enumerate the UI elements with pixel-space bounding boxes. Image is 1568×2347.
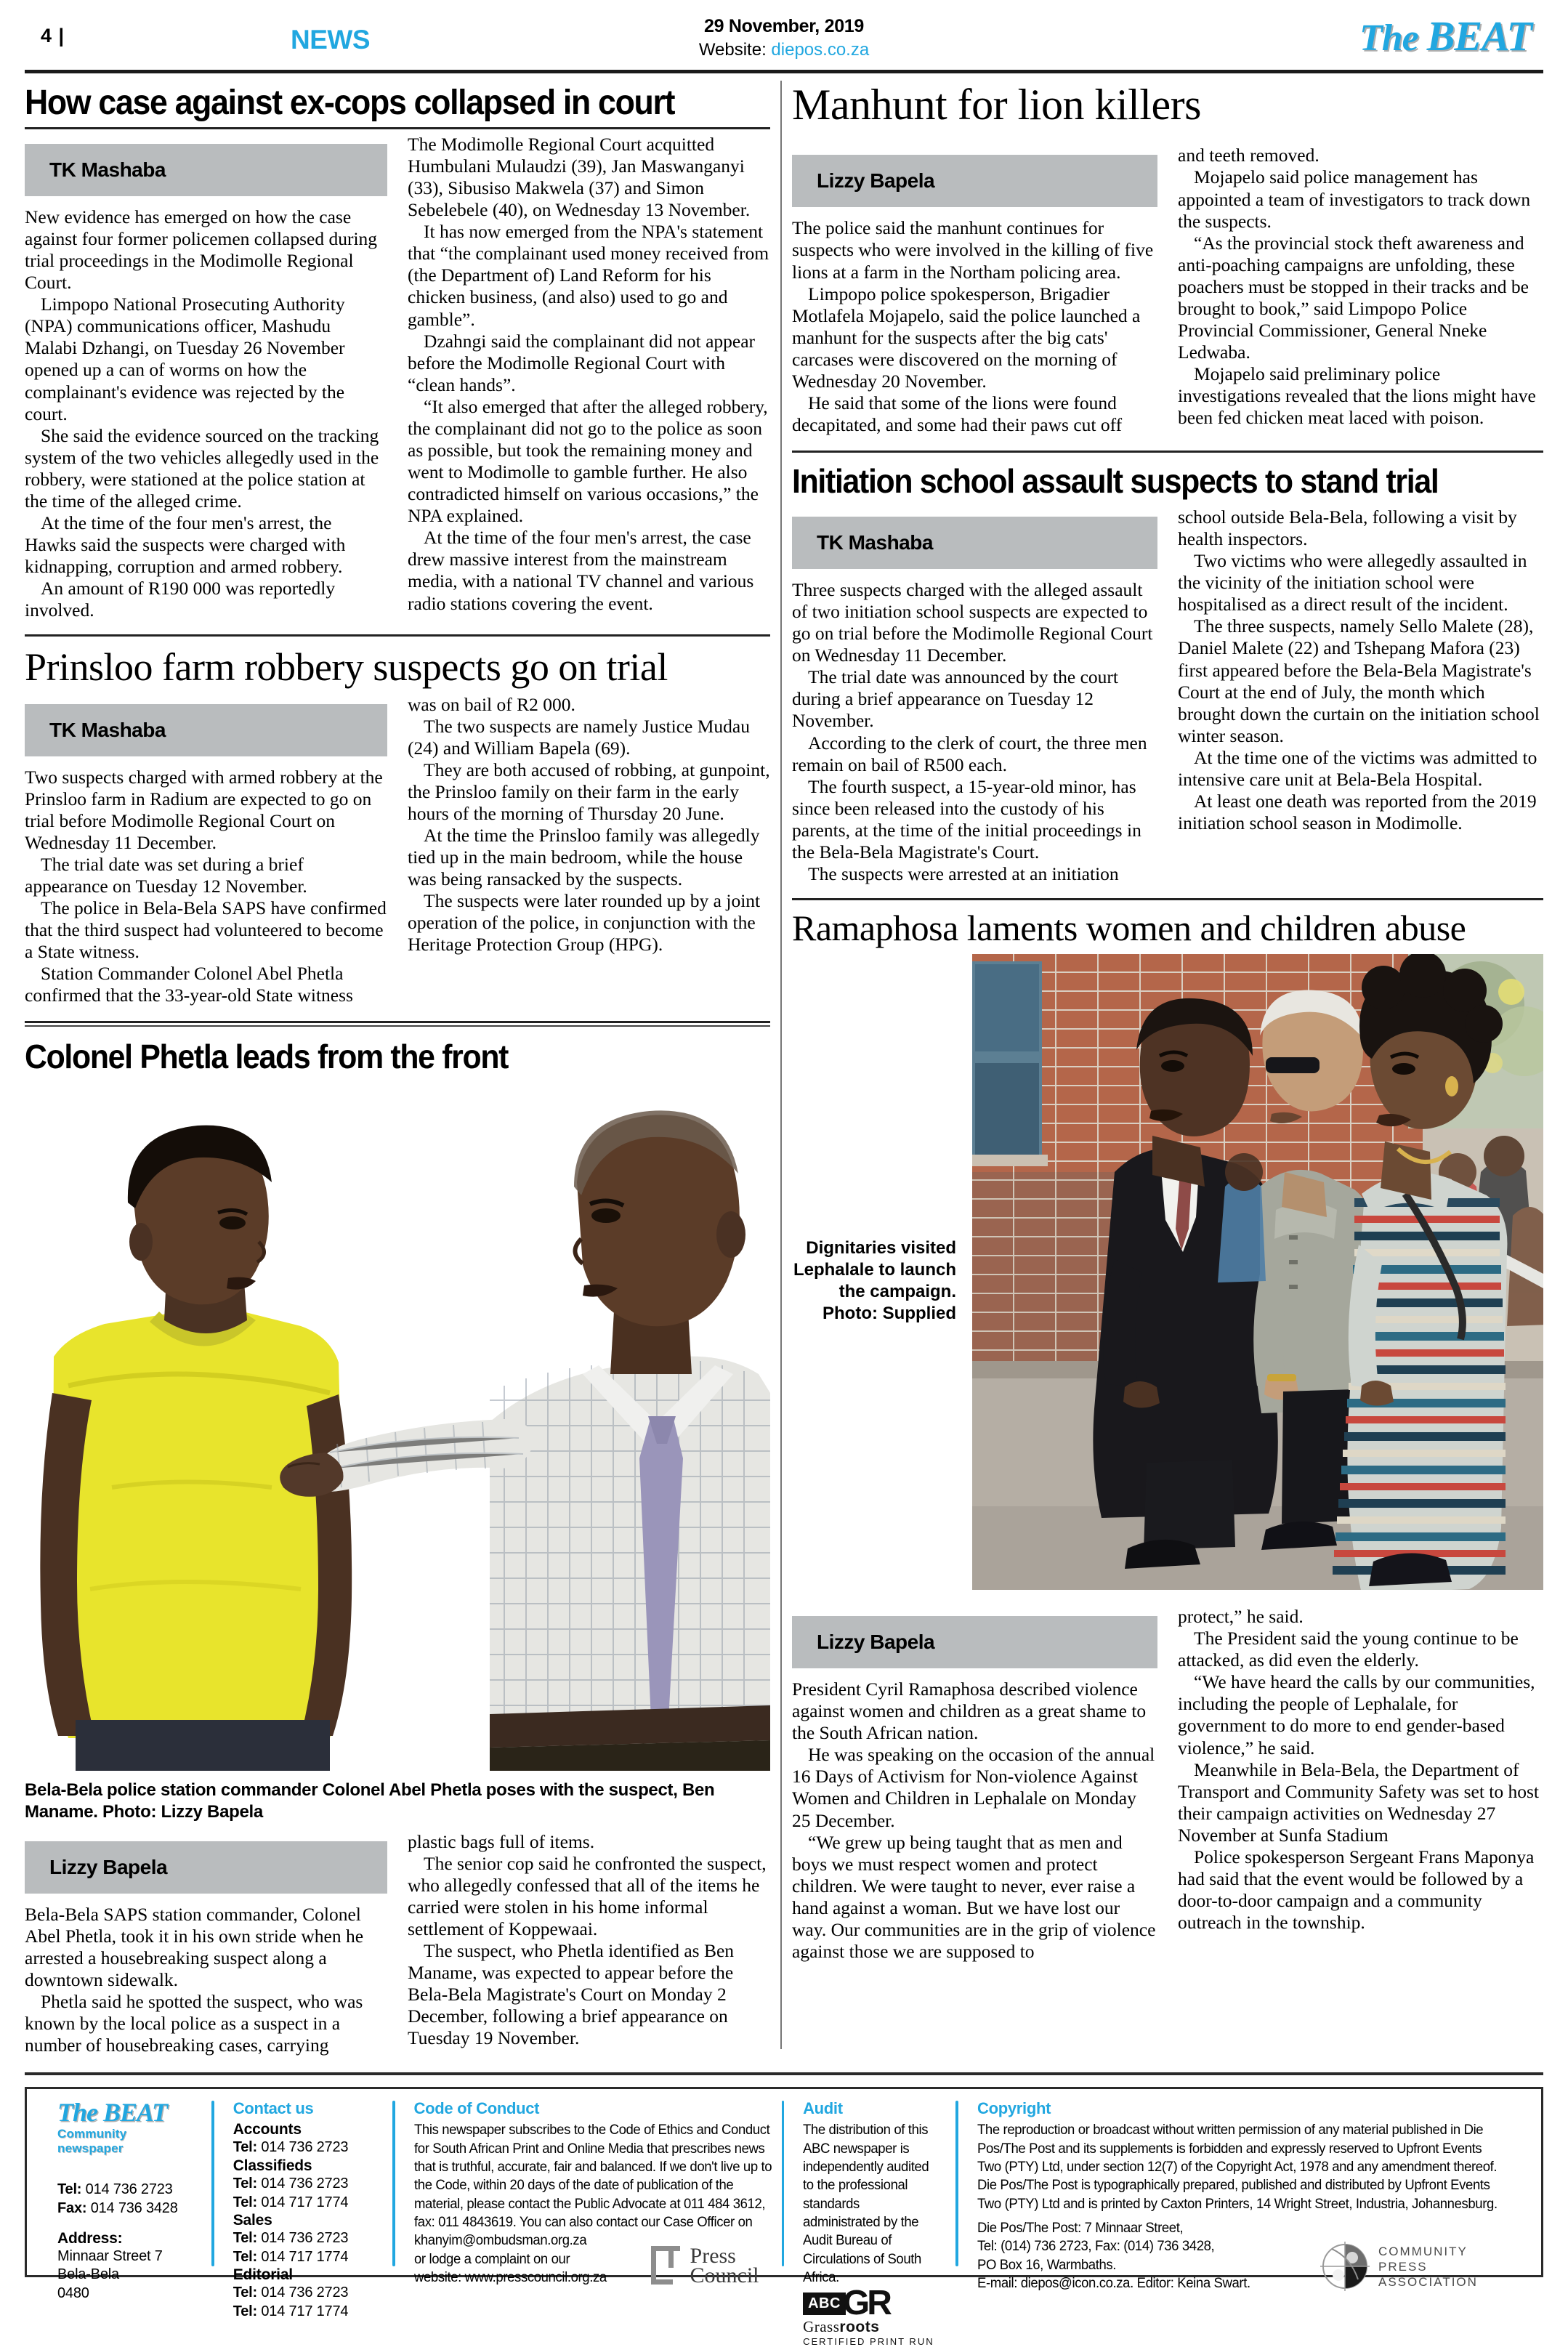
grassroots-subtitle: CERTIFIED PRINT RUN bbox=[803, 2335, 934, 2347]
right-column bbox=[792, 73, 1543, 2056]
grassroots-word2: roots bbox=[839, 2318, 880, 2335]
footer-code-of-conduct bbox=[403, 2099, 775, 2288]
article-paragraph: was on bail of R2 000. bbox=[408, 693, 575, 715]
article-ramaphosa-col2 bbox=[1178, 1606, 1543, 1963]
article-lions-col1 bbox=[792, 145, 1157, 436]
footer-contact-group-name: Classifieds bbox=[233, 2157, 312, 2174]
footer-contact-value: 014 736 2723 bbox=[261, 2230, 349, 2247]
article-initiation-col1 bbox=[792, 506, 1157, 885]
footer-address-label: Address: bbox=[57, 2229, 123, 2247]
footer-contact-label: Tel: bbox=[233, 2285, 262, 2301]
footer-contact-line bbox=[233, 2303, 373, 2322]
page-body bbox=[0, 73, 1568, 2056]
article-paragraph: It has now emerged from the NPA's statement that “the complainant used money received from (the Department of) Land Reform for his chicken business, (and also) used to go and gamble”. bbox=[408, 221, 769, 330]
footer-audit-body: The distribution of this ABC newspaper is independently audited to the professional standards administrated by the Audit Bureau of Circulations of South Africa. bbox=[803, 2122, 929, 2286]
press-council-line2: Council bbox=[690, 2263, 759, 2288]
cpa-wordmark bbox=[1378, 2244, 1478, 2290]
article-prinsloo-col2 bbox=[408, 694, 770, 1007]
article-paragraph: New evidence has emerged on how the case against four former policemen collapsed during trial proceedings in the Modimolle Regional Court. bbox=[25, 206, 378, 294]
article-paragraph: Police spokesperson Sergeant Frans Maponya had said that the event would be followed by a door-to-door campaign and a community outreach in the township. bbox=[1178, 1846, 1535, 1934]
footer-logo-beat: BEAT bbox=[103, 2098, 168, 2128]
footer-contact-line bbox=[233, 2284, 373, 2303]
article-paragraph: The police said the manhunt continues for suspects who were involved in the killing of five lions at a farm in the Northam policing area. bbox=[792, 217, 1154, 283]
footer-contact-label: Tel: bbox=[233, 2175, 262, 2192]
paras bbox=[408, 694, 770, 956]
paras bbox=[408, 134, 770, 615]
grassroots-wordmark bbox=[803, 2318, 937, 2336]
footer-contact-line bbox=[233, 2229, 373, 2248]
footer-contact-groups bbox=[233, 2121, 373, 2321]
article-excops-col2 bbox=[408, 134, 770, 621]
byline-name: TK Mashaba bbox=[49, 158, 166, 181]
footer-line: Tel: (014) 736 2723, Fax: (014) 736 3428, bbox=[977, 2238, 1215, 2255]
byline-name: Lizzy Bapela bbox=[817, 1631, 935, 1654]
byline-box bbox=[792, 155, 1157, 207]
footer-audit bbox=[791, 2099, 948, 2347]
footer-contact-group-name: Accounts bbox=[233, 2121, 302, 2138]
article-paragraph: At the time of the four men's arrest, the Hawks said the suspects were charged with kidnapping, corruption and armed robbery. bbox=[25, 512, 346, 578]
grassroots-word1: Grass bbox=[803, 2317, 840, 2335]
footer-tagline: Community newspaper bbox=[57, 2127, 127, 2156]
byline-name: Lizzy Bapela bbox=[49, 1855, 168, 1878]
article-paragraph: Two victims who were allegedly assaulted in the vicinity of the initiation school were hospitalised as a direct result of the incident. bbox=[1178, 550, 1527, 615]
article-paragraph: At the time of the four men's arrest, the case drew massive interest from the mainstream media, with a national TV channel and various radio stations covering the event. bbox=[408, 527, 754, 614]
article-phetla-col2 bbox=[408, 1831, 770, 2057]
footer-copyright-lines bbox=[977, 2219, 1302, 2293]
article-paragraph: Meanwhile in Bela-Bela, the Department of Transport and Community Safety was set to host their campaign activities on Wednesday 27 November at Sunfa Stadium bbox=[1178, 1758, 1540, 1846]
footer-contact-line bbox=[233, 2248, 373, 2267]
publication-date: 29 November, 2019 bbox=[703, 16, 865, 36]
article-phetla bbox=[25, 1040, 770, 2056]
article-initiation-headline: Initiation school assault suspects to stand trial bbox=[792, 462, 1439, 501]
paras bbox=[792, 217, 1157, 436]
footer-contact-label: Tel: bbox=[57, 2181, 86, 2198]
footer-brand bbox=[27, 2098, 204, 2301]
divider bbox=[792, 451, 1543, 453]
footer-contact bbox=[222, 2099, 385, 2319]
press-council-wordmark bbox=[690, 2243, 759, 2288]
divider bbox=[25, 127, 770, 129]
paras bbox=[25, 206, 387, 621]
footer-contact-group-name: Sales bbox=[233, 2212, 272, 2229]
article-paragraph: At least one death was reported from the 2019 initiation school season in Modimolle. bbox=[1178, 791, 1537, 834]
article-paragraph: Dzahngi said the complainant did not appear before the Modimolle Regional Court with “clean hands”. bbox=[408, 330, 756, 395]
footer-contact-value: 014 717 1774 bbox=[261, 2248, 349, 2265]
article-excops bbox=[25, 85, 770, 621]
article-paragraph: “We grew up being taught that as men and boys we must respect women and protect children. We were taught to never, ever raise a hand against a woman. But we have lost our way. Our communities are in the grip of violence against those we are supposed to bbox=[792, 1831, 1156, 1963]
article-paragraph: The trial date was announced by the court during a brief appearance on Tuesday 12 November. bbox=[792, 666, 1118, 732]
phetla-photo-caption: Bela-Bela police station commander Colonel Abel Phetla poses with the suspect, Ben Maname. Photo: Lizzy Bapela bbox=[25, 1780, 715, 1822]
article-paragraph: According to the clerk of court, the three men remain on bail of R500 each. bbox=[792, 732, 1147, 775]
cpa-logo bbox=[1319, 2240, 1478, 2293]
website-url[interactable]: diepos.co.za bbox=[771, 40, 870, 60]
article-prinsloo-headline: Prinsloo farm robbery suspects go on trial bbox=[25, 645, 668, 690]
article-phetla-col1 bbox=[25, 1831, 387, 2057]
masthead-center bbox=[699, 16, 869, 60]
article-paragraph: The Modimolle Regional Court acquitted Humbulani Mulaudzi (39), Jan Maswanganyi (33), Sibusiso Makwela (37) and Simon Sebelebele (40), on Wednesday 13 November. bbox=[408, 133, 751, 221]
footer-line: 0480 bbox=[57, 2285, 89, 2301]
article-paragraph: The police in Bela-Bela SAPS have confirmed that the third suspect had volunteered to become a State witness. bbox=[25, 897, 387, 963]
article-prinsloo bbox=[25, 647, 770, 1006]
article-excops-col1 bbox=[25, 134, 387, 621]
ramaphosa-photo-caption: Dignitaries visited Lephalale to launch the campaign. Photo: Supplied bbox=[793, 1238, 956, 1324]
article-lions-headline: Manhunt for lion killers bbox=[792, 81, 1201, 129]
footer-coc-heading: Code of Conduct bbox=[413, 2099, 540, 2118]
article-paragraph: At the time the Prinsloo family was allegedly tied up in the main bedroom, while the house was being ransacked by the suspects. bbox=[408, 825, 760, 890]
article-excops-headline: How case against ex-cops collapsed in court bbox=[25, 84, 675, 122]
footer-contact-value: 014 736 2723 bbox=[261, 2139, 349, 2156]
byline-box bbox=[792, 1616, 1157, 1668]
footer-contact-label: Tel: bbox=[233, 2139, 262, 2156]
article-paragraph: “As the provincial stock theft awareness and anti-poaching campaigns are unfolding, these poachers must be stopped in their tracks and be brought to book,” said Limpopo Police Provincial Commissioner, General Nneke Ledwaba. bbox=[1178, 232, 1529, 363]
byline-box bbox=[25, 704, 387, 756]
cpa-icon bbox=[1319, 2240, 1371, 2293]
paras bbox=[792, 1679, 1157, 1963]
page-number: 4 | bbox=[41, 25, 65, 47]
footer-contact-line bbox=[57, 2199, 193, 2218]
footer-contact-line bbox=[57, 2181, 193, 2199]
section-label: NEWS bbox=[291, 25, 370, 54]
article-paragraph: The suspects were later rounded up by a joint operation of the police, in conjunction with the Heritage Protection Group (HPG). bbox=[408, 890, 761, 956]
article-paragraph: Three suspects charged with the alleged assault of two initiation school suspects are expected to go on trial before the Modimolle Regional Court on Wednesday 11 December. bbox=[792, 579, 1153, 666]
article-lions-col2 bbox=[1178, 145, 1543, 436]
article-paragraph: protect,” he said. bbox=[1178, 1606, 1304, 1628]
article-paragraph: “We have heard the calls by our communities, including the people of Lephalale, for government to do more to end gender-based violence,” he said. bbox=[1178, 1671, 1535, 1758]
press-council-logo bbox=[647, 2245, 759, 2287]
footer-contact-group-name: Editorial bbox=[233, 2266, 293, 2284]
article-initiation-col2 bbox=[1178, 506, 1543, 885]
footer-coc-website[interactable]: website: www.presscouncil.org.za bbox=[413, 2269, 607, 2286]
article-paragraph: President Cyril Ramaphosa described violence against women and children as a great shame to the South African nation. bbox=[792, 1679, 1147, 1744]
article-paragraph: An amount of R190 000 was reportedly involved. bbox=[25, 578, 336, 621]
byline-name: TK Mashaba bbox=[49, 718, 166, 741]
byline-name: TK Mashaba bbox=[817, 531, 933, 554]
footer bbox=[25, 2087, 1543, 2347]
footer-top-rule bbox=[25, 2072, 1543, 2075]
divider bbox=[25, 634, 770, 637]
article-paragraph: At the time one of the victims was admitted to intensive care unit at Bela-Bela Hospital. bbox=[1178, 746, 1537, 790]
article-paragraph: Bela-Bela SAPS station commander, Colonel Abel Phetla, took it in his own stride when he arrested a housebreaking suspect along a downtown sidewalk. bbox=[25, 1903, 364, 1990]
footer-contact-label: Tel: bbox=[233, 2194, 262, 2210]
footer-divider bbox=[211, 2101, 214, 2266]
footer-contact-label: Tel: bbox=[233, 2303, 262, 2319]
article-ramaphosa-col1 bbox=[792, 1606, 1157, 1963]
website-label: Website: bbox=[698, 40, 767, 60]
paras bbox=[25, 1904, 387, 2057]
footer-coc-email[interactable]: khanyim@ombudsman.org.za bbox=[413, 2232, 586, 2249]
footer-contact-line bbox=[233, 2175, 373, 2194]
footer-contact-line bbox=[233, 2194, 373, 2213]
paras bbox=[1178, 145, 1543, 429]
grassroots-gr-mark: GR bbox=[842, 2284, 889, 2323]
footer-copyright bbox=[966, 2099, 1541, 2292]
article-paragraph: Limpopo police spokesperson, Brigadier Motlafela Mojapelo, said the police launched a manhunt for the suspects after the big cats' carcases were discovered on the morning of Wednesday 20 November. bbox=[792, 283, 1141, 392]
article-paragraph: Mojapelo said police management has appointed a team of investigators to track down the suspects. bbox=[1178, 166, 1531, 232]
website-line bbox=[699, 40, 869, 60]
footer-copyright-heading: Copyright bbox=[977, 2099, 1051, 2118]
paras bbox=[408, 1831, 770, 2050]
footer-line: Minnaar Street 7 bbox=[57, 2247, 163, 2264]
footer-logo bbox=[57, 2098, 193, 2128]
ramaphosa-photo-image bbox=[972, 954, 1543, 1590]
footer-contact-value: 014 717 1774 bbox=[261, 2194, 349, 2210]
article-paragraph: He was speaking on the occasion of the annual 16 Days of Activism for Non-violence Against Women and Children in Lephalale on Monday 25 December. bbox=[792, 1744, 1155, 1831]
divider bbox=[792, 898, 1543, 900]
footer-line: Die Pos/The Post: 7 Minnaar Street, bbox=[977, 2220, 1184, 2237]
footer-contact-value: 014 736 2723 bbox=[261, 2285, 349, 2301]
footer-logo-the: The bbox=[57, 2098, 97, 2128]
cpa-line3: ASSOCIATION bbox=[1378, 2275, 1478, 2290]
article-paragraph: Station Commander Colonel Abel Phetla confirmed that the 33-year-old State witness bbox=[25, 963, 353, 1006]
article-paragraph: The suspects were arrested at an initiation bbox=[808, 863, 1119, 885]
column-gutter bbox=[770, 73, 792, 2056]
byline-box bbox=[792, 517, 1157, 569]
footer-line: PO Box 16, Warmbaths. bbox=[977, 2256, 1117, 2273]
masthead-logo bbox=[1359, 12, 1532, 60]
cpa-line1: COMMUNITY bbox=[1378, 2244, 1468, 2258]
phetla-photo bbox=[25, 1080, 770, 1771]
article-paragraph: plastic bags full of items. bbox=[408, 1830, 595, 1852]
article-paragraph: The suspect, who Phetla identified as Ben Maname, was expected to appear before the Bela-Bela Magistrate's Court on Monday 2 December, following a brief appearance on Tuesday 19 November. bbox=[408, 1940, 735, 2049]
paras bbox=[1178, 1606, 1543, 1934]
byline-name: Lizzy Bapela bbox=[817, 169, 935, 193]
footer-line: E-mail: diepos@icon.co.za. Editor: Keina Swart. bbox=[977, 2275, 1250, 2292]
footer-copyright-body: The reproduction or broadcast without written permission of any material published in Die Pos/The Post and its supplements is forbidden and expressly reserved to Upfront Events Two (PTY) Ltd, under section 12(7) of the Copyright Act, 1978 and any amendment thereof. Die Pos/The Post is typographically prepared, published and distributed by Upfront Events Two (PTY) Ltd and is printed by Caxton Printers, 14 Wright Street, Industria, Johannesburg. bbox=[977, 2122, 1498, 2212]
article-paragraph: Limpopo National Prosecuting Authority (NPA) communications officer, Mashudu Malabi Dzhangi, on Tuesday 26 November opened up a can of worms on how the complainant's evidence was rejected by the court. bbox=[25, 294, 345, 424]
masthead bbox=[0, 0, 1568, 70]
paras bbox=[792, 579, 1157, 885]
article-ramaphosa-headline: Ramaphosa laments women and children abuse bbox=[792, 908, 1466, 949]
abc-grassroots-logo bbox=[803, 2284, 937, 2347]
left-column bbox=[25, 73, 770, 2056]
article-paragraph: They are both accused of robbing, at gunpoint, the Prinsloo family on their farm in the early hours of the morning of Thursday 20 June. bbox=[408, 759, 770, 824]
article-paragraph: Mojapelo said preliminary police investigations revealed that the lions might have been fed chicken meat laced with poison. bbox=[1178, 363, 1536, 429]
paras bbox=[1178, 506, 1543, 834]
article-lions bbox=[792, 82, 1543, 436]
article-paragraph: Phetla said he spotted the suspect, who was known by the local police as a suspect in a number of housebreaking cases, carrying bbox=[25, 1991, 363, 2056]
footer-address-lines bbox=[57, 2247, 193, 2303]
logo-beat: BEAT bbox=[1426, 12, 1532, 60]
press-council-line1: Press bbox=[690, 2243, 736, 2268]
article-paragraph: The two suspects are namely Justice Mudau (24) and William Bapela (69). bbox=[408, 715, 750, 759]
footer-divider bbox=[392, 2101, 395, 2266]
divider bbox=[25, 1021, 770, 1023]
footer-audit-heading: Audit bbox=[803, 2099, 843, 2118]
article-paragraph: school outside Bela-Bela, following a visit by health inspectors. bbox=[1178, 506, 1517, 550]
footer-contact-label: Tel: bbox=[233, 2230, 262, 2247]
footer-contact-label: Fax: bbox=[57, 2199, 91, 2216]
byline-box bbox=[25, 1841, 387, 1894]
cpa-line2: PRESS bbox=[1378, 2259, 1428, 2274]
footer-contact-value: 014 736 2723 bbox=[85, 2181, 173, 2198]
article-paragraph: He said that some of the lions were found decapitated, and some had their paws cut off bbox=[792, 392, 1123, 436]
footer-contact-line bbox=[233, 2138, 373, 2157]
footer-coc-body2: or lodge a complaint on our bbox=[413, 2250, 570, 2267]
footer-coc-body: This newspaper subscribes to the Code of Ethics and Conduct for South African Print and Online Media that prescribes news that is truthful, accurate, fair and balanced. If we don't live up to the Code, within 20 days of the date of publication of the material, please contact the Public Advocate at 011 484 3612, fax: 011 4843619. You can also contact our Case Officer on bbox=[413, 2122, 772, 2231]
article-paragraph: She said the evidence sourced on the tracking system of the two vehicles allegedly used in the robbery, were stationed at the police station at the time of the alleged crime. bbox=[25, 424, 379, 512]
article-paragraph: The President said the young continue to be attacked, as did even the elderly. bbox=[1178, 1628, 1519, 1671]
press-council-icon bbox=[647, 2245, 686, 2287]
article-prinsloo-col1 bbox=[25, 694, 387, 1007]
footer-line: Bela-Bela bbox=[57, 2266, 119, 2283]
article-paragraph: “It also emerged that after the alleged robbery, the complainant did not go to the police as soon as possible, but took the remaining money and went to Modimolle to gamble further. He also contradicted himself on various occasions,” the NPA explained. bbox=[408, 395, 768, 527]
footer-contact-label: Tel: bbox=[233, 2248, 262, 2265]
ramaphosa-photo-caption-wrap bbox=[792, 954, 972, 1590]
article-initiation bbox=[792, 464, 1543, 885]
article-paragraph: and teeth removed. bbox=[1178, 145, 1320, 166]
ramaphosa-photo bbox=[972, 954, 1543, 1590]
paras bbox=[25, 767, 387, 1007]
footer-divider bbox=[955, 2101, 958, 2266]
footer-contact-value: 014 736 3428 bbox=[90, 2199, 178, 2216]
footer-contact-value: 014 736 2723 bbox=[261, 2175, 349, 2192]
article-paragraph: The three suspects, namely Sello Malete (28), Daniel Malete (22) and Tshepang Mafora (23) first appeared before the Bela-Bela Magistrate's Court at the end of July, the month which brought down the curtain on the initiation school winter season. bbox=[1178, 615, 1540, 746]
article-paragraph: The fourth suspect, a 15-year-old minor, has since been released into the custody of his parents, at the time of the initial proceedings in the Bela-Bela Magistrate's Court. bbox=[792, 775, 1141, 863]
article-paragraph: The senior cop said he confronted the suspect, who allegedly confessed that all of the items he carried were stolen in his home informal settlement of Koppewaai. bbox=[408, 1852, 767, 1940]
abc-badge: ABC bbox=[803, 2293, 846, 2315]
article-ramaphosa bbox=[792, 909, 1543, 1963]
footer-contact-value: 014 717 1774 bbox=[261, 2303, 349, 2319]
article-paragraph: Two suspects charged with armed robbery at the Prinsloo farm in Radium are expected to go on trial before Modimolle Regional Court on Wednesday 11 December. bbox=[25, 766, 383, 853]
footer-contact-heading: Contact us bbox=[233, 2099, 314, 2118]
article-phetla-headline: Colonel Phetla leads from the front bbox=[25, 1038, 509, 1076]
divider bbox=[25, 1025, 770, 1027]
phetla-photo-image bbox=[25, 1080, 770, 1771]
footer-brand-contact bbox=[57, 2181, 193, 2218]
article-paragraph: The trial date was set during a brief appearance on Tuesday 12 November. bbox=[25, 853, 307, 897]
logo-the: The bbox=[1359, 17, 1418, 59]
byline-box bbox=[25, 144, 387, 196]
